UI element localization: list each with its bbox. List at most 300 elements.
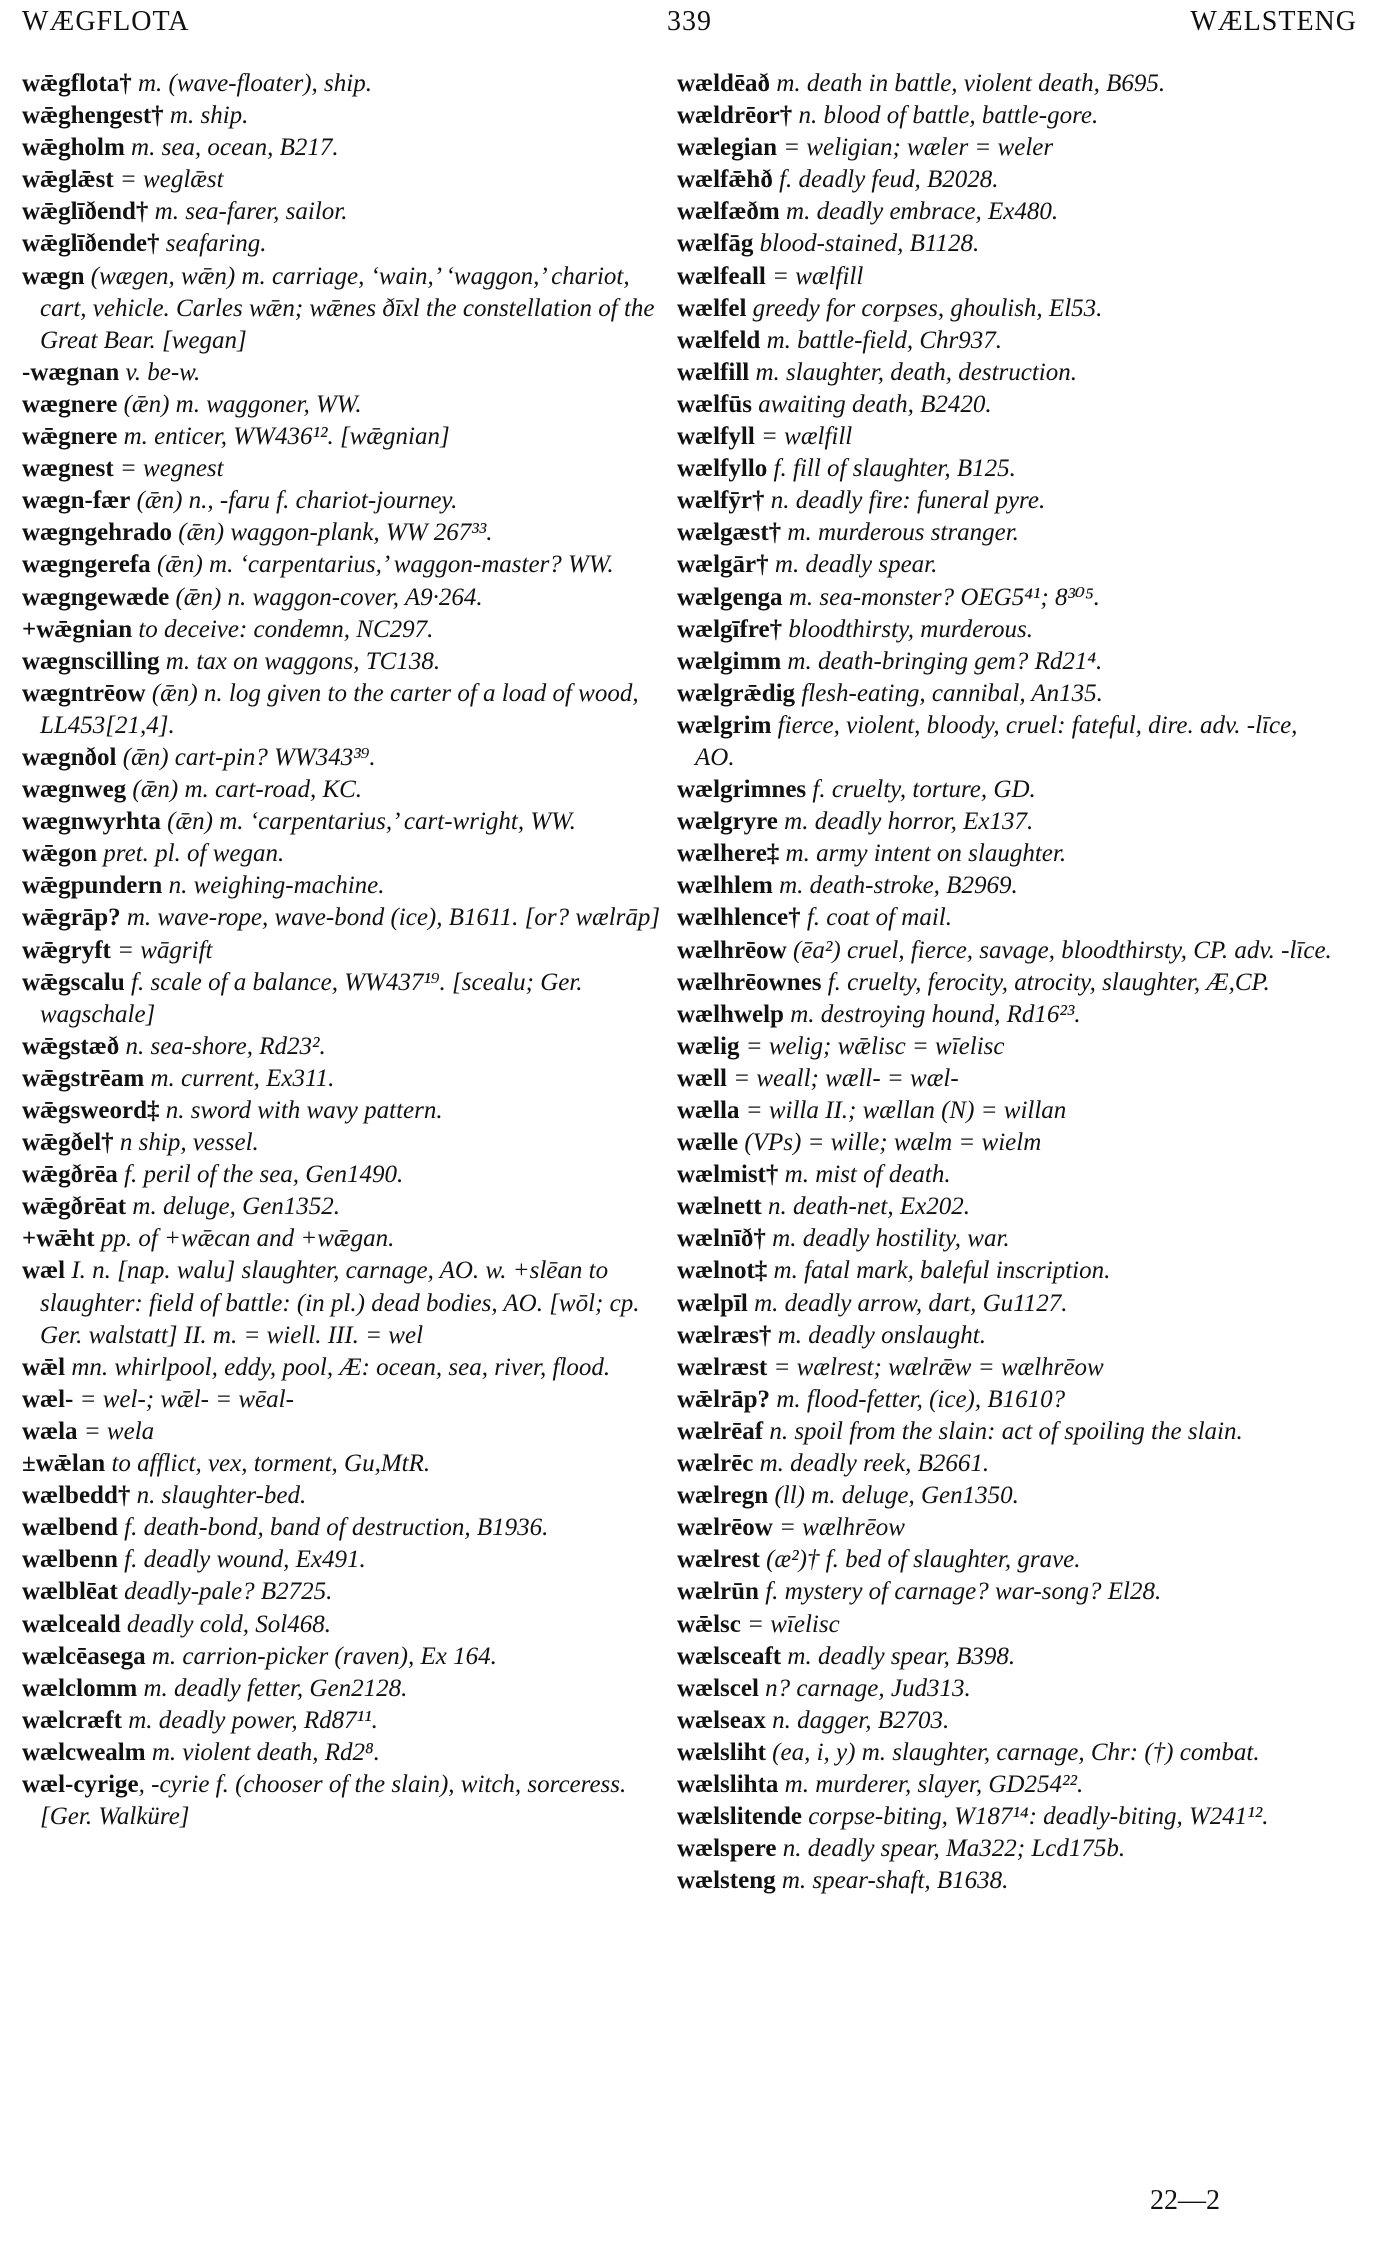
headword: wælhwelp	[677, 1000, 784, 1028]
dictionary-entry	[22, 1448, 667, 1480]
dictionary-entry	[677, 1801, 1332, 1833]
headword: wǣgðel†	[22, 1129, 114, 1157]
headword: wældrēor†	[677, 102, 793, 130]
dictionary-entry	[22, 1416, 667, 1448]
definition: = weall; wæll- = wæl-	[727, 1064, 959, 1092]
definition: m. deadly hostility, war.	[765, 1225, 1010, 1253]
definition: f. cruelty, ferocity, atrocity, slaughter, Æ,CP.	[821, 968, 1270, 996]
headword: wægnest	[22, 455, 114, 483]
definition: (VPs) = wille; wælm = wielm	[738, 1129, 1042, 1157]
headword: wælfeld	[677, 326, 761, 354]
headword: wǣgðrēa	[22, 1161, 118, 1189]
definition: n? carnage, Jud313.	[758, 1674, 971, 1702]
headword: wælgrimnes	[677, 776, 807, 804]
dictionary-entry	[677, 164, 1332, 196]
headword: wægngewæde	[22, 583, 170, 611]
headword: wǣglǣst	[22, 166, 114, 194]
right-column	[677, 68, 1332, 1897]
definition: m. fatal mark, baleful inscription.	[767, 1257, 1111, 1285]
dictionary-entry	[677, 1865, 1332, 1897]
headword: wælræs†	[677, 1321, 772, 1349]
definition: n. blood of battle, battle-gore.	[792, 102, 1099, 130]
headword: wægn	[22, 262, 85, 290]
headword: wælgimm	[677, 647, 782, 675]
definition: m. army intent on slaughter.	[779, 840, 1067, 868]
headword: wægnere	[22, 390, 118, 418]
left-column	[22, 68, 667, 1833]
dictionary-entry	[22, 357, 667, 389]
headword: wælgæst†	[677, 519, 782, 547]
headword: wæll	[677, 1064, 727, 1092]
dictionary-entry	[677, 806, 1332, 838]
headword: wælhrēow	[677, 936, 787, 964]
definition: mn. whirlpool, eddy, pool, Æ: ocean, sea, river, flood.	[65, 1353, 611, 1381]
definition: m. flood-fetter, (ice), B1610?	[770, 1385, 1066, 1413]
dictionary-entry	[677, 1063, 1332, 1095]
definition: n. sea-shore, Rd23².	[119, 1032, 326, 1060]
dictionary-entry	[22, 228, 667, 260]
definition: n. slaughter-bed.	[130, 1482, 307, 1510]
headword: wǣgon	[22, 840, 98, 868]
dictionary-entry	[677, 293, 1332, 325]
definition: n ship, vessel.	[113, 1129, 259, 1157]
headword: wælegian	[677, 134, 777, 162]
dictionary-entry	[22, 902, 667, 934]
definition: f. mystery of carnage? war-song? El28.	[758, 1578, 1162, 1606]
dictionary-entry	[22, 1159, 667, 1191]
running-head-right: WÆLSTENG	[1190, 6, 1357, 37]
dictionary-entry	[22, 1031, 667, 1063]
definition: = wælhrēow	[772, 1514, 905, 1542]
definition: f. deadly feud, B2028.	[772, 166, 999, 194]
definition: f. peril of the sea, Gen1490.	[117, 1161, 404, 1189]
definition: (ea, i, y) m. slaughter, carnage, Chr: (†) combat.	[765, 1738, 1260, 1766]
headword: wælnot‡	[677, 1257, 768, 1285]
headword: wælle	[677, 1129, 739, 1157]
headword: wǣglīðend†	[22, 198, 149, 226]
dictionary-entry	[22, 742, 667, 774]
headword: wælrēc	[677, 1450, 754, 1478]
definition: m. destroying hound, Rd16²³.	[783, 1000, 1081, 1028]
definition: blood-stained, B1128.	[753, 230, 980, 258]
dictionary-entry	[22, 1512, 667, 1544]
definition: m. wave-rope, wave-bond (ice), B1611. [or? wælrāp]	[120, 904, 661, 932]
headword: wælspere	[677, 1835, 777, 1863]
dictionary-entry	[677, 421, 1332, 453]
dictionary-entry	[677, 1191, 1332, 1223]
headword: wælcēasega	[22, 1642, 146, 1670]
definition: = weglǣst	[113, 166, 224, 194]
dictionary-entry	[22, 806, 667, 838]
headword: wægngerefa	[22, 551, 151, 579]
dictionary-entry	[677, 1673, 1332, 1705]
dictionary-entry	[677, 838, 1332, 870]
definition: m. enticer, WW436¹². [wǣgnian]	[117, 423, 450, 451]
headword: wælfāg	[677, 230, 754, 258]
headword: wælla	[677, 1097, 740, 1124]
definition: = welig; wǣlisc = wīelisc	[739, 1032, 1005, 1060]
dictionary-entry	[22, 389, 667, 421]
headword: wægnðol	[22, 743, 117, 771]
dictionary-entry	[677, 1576, 1332, 1608]
headword: wælfȳr†	[677, 487, 765, 515]
definition: = wel-; wǣl- = wēal-	[73, 1385, 294, 1413]
dictionary-entry	[677, 870, 1332, 902]
headword: wælhlence†	[677, 904, 801, 932]
headword: wælrest	[677, 1546, 760, 1574]
headword: wælcwealm	[22, 1738, 146, 1766]
definition: m. deadly horror, Ex137.	[777, 808, 1034, 836]
headword: wælmist†	[677, 1161, 779, 1189]
headword: wælnīð†	[677, 1225, 766, 1253]
headword: wælfæðm	[677, 198, 780, 226]
dictionary-entry	[677, 710, 1332, 774]
definition: (æ²)† f. bed of slaughter, grave.	[759, 1546, 1081, 1574]
signature-mark: 22—2	[1150, 2185, 1220, 2216]
definition: = wegnest	[113, 455, 224, 483]
dictionary-entry	[677, 100, 1332, 132]
dictionary-entry	[22, 1544, 667, 1576]
headword: wægntrēow	[22, 679, 146, 707]
definition: n. death-net, Ex202.	[761, 1193, 970, 1221]
dictionary-entry	[677, 485, 1332, 517]
dictionary-entry	[677, 582, 1332, 614]
dictionary-entry	[22, 582, 667, 614]
headword: wæl	[22, 1257, 66, 1285]
dictionary-entry	[22, 1705, 667, 1737]
dictionary-entry	[22, 1384, 667, 1416]
headword: wægnweg	[22, 776, 127, 804]
dictionary-entry	[22, 1641, 667, 1673]
headword: wælgrim	[677, 711, 772, 739]
headword: wæl-cyrige	[22, 1770, 139, 1798]
headword: wǣglīðende†	[22, 230, 160, 258]
dictionary-entry	[677, 1288, 1332, 1320]
dictionary-entry	[22, 164, 667, 196]
headword: wǣgholm	[22, 134, 125, 162]
definition: m. slaughter, death, destruction.	[749, 358, 1077, 386]
definition: (wægen, wǣn) m. carriage, ‘wain,’ ‘waggon,’ chariot, cart, vehicle. Carles wǣn; wǣnes ðīxl the constellation of the Great Bear. [wegan]	[40, 262, 655, 354]
definition: = wāgrift	[110, 936, 213, 964]
definition: to afflict, vex, torment, Gu,MtR.	[105, 1450, 431, 1478]
headword: ±wǣlan	[22, 1450, 106, 1478]
headword: wælnett	[677, 1193, 762, 1221]
headword: wǣgstrēam	[22, 1064, 145, 1092]
dictionary-entry	[22, 517, 667, 549]
definition: m. deluge, Gen1352.	[126, 1193, 340, 1221]
dictionary-entry	[22, 1191, 667, 1223]
dictionary-entry	[677, 1352, 1332, 1384]
dictionary-entry	[677, 325, 1332, 357]
headword: -wægnan	[22, 358, 120, 386]
definition: m. death-bringing gem? Rd21⁴.	[781, 647, 1103, 675]
dictionary-entry	[22, 1737, 667, 1769]
headword: wǣgnere	[22, 423, 118, 451]
headword: wǣgpundern	[22, 872, 163, 900]
dictionary-entry	[677, 935, 1332, 967]
dictionary-entry	[677, 453, 1332, 485]
dictionary-entry	[22, 1673, 667, 1705]
definition: = wælfill	[765, 262, 864, 290]
definition: m. death-stroke, B2969.	[772, 872, 1018, 900]
dictionary-entry	[22, 935, 667, 967]
dictionary-entry	[22, 774, 667, 806]
definition: m. deadly fetter, Gen2128.	[137, 1674, 408, 1702]
definition: pp. of +wǣcan and +wǣgan.	[94, 1225, 395, 1253]
dictionary-entry	[677, 228, 1332, 260]
headword: wælrūn	[677, 1578, 759, 1606]
dictionary-entry	[22, 100, 667, 132]
definition: seafaring.	[159, 230, 267, 258]
dictionary-entry	[677, 68, 1332, 100]
dictionary-entry	[22, 838, 667, 870]
definition: m. (wave-floater), ship.	[131, 70, 372, 97]
dictionary-entry	[677, 517, 1332, 549]
dictionary-entry	[22, 1255, 667, 1351]
dictionary-entry	[22, 421, 667, 453]
dictionary-entry	[677, 1320, 1332, 1352]
headword: wælrēaf	[677, 1417, 764, 1445]
headword: wǣgscalu	[22, 968, 125, 996]
dictionary-entry	[677, 1448, 1332, 1480]
headword: wælhlem	[677, 872, 773, 900]
headword: wælrēow	[677, 1514, 773, 1542]
dictionary-entry	[677, 1480, 1332, 1512]
headword: wælscel	[677, 1674, 759, 1702]
definition: = wælfill	[754, 423, 853, 451]
dictionary-entry	[677, 1737, 1332, 1769]
definition: (ǣn) m. ‘carpentarius,’ waggon-master? WW.	[150, 551, 614, 579]
dictionary-entry	[677, 357, 1332, 389]
definition: m. violent death, Rd2⁸.	[145, 1738, 380, 1766]
headword: wælblēat	[22, 1578, 118, 1606]
dictionary-entry	[22, 485, 667, 517]
definition: m. sea-monster? OEG5⁴¹; 8³⁰⁵.	[782, 583, 1100, 611]
headword: +wǣgnian	[22, 615, 133, 643]
definition: pret. pl. of wegan.	[97, 840, 285, 868]
dictionary-entry	[677, 1544, 1332, 1576]
definition: m. murderer, slayer, GD254²².	[778, 1770, 1084, 1798]
headword: wælsceaft	[677, 1642, 782, 1670]
definition: m. tax on waggons, TC138.	[159, 647, 441, 675]
dictionary-entry	[677, 261, 1332, 293]
dictionary-entry	[22, 678, 667, 742]
dictionary-entry	[22, 1576, 667, 1608]
definition: f. death-bond, band of destruction, B1936.	[117, 1514, 549, 1542]
headword: wæla	[22, 1417, 78, 1445]
headword: wælfūs	[677, 390, 753, 418]
headword: wǣgsweord‡	[22, 1097, 160, 1124]
headword: wǣlrāp?	[677, 1385, 771, 1413]
headword: wǣl	[22, 1353, 66, 1381]
definition: (ǣn) n. waggon-cover, A9·264.	[169, 583, 483, 611]
definition: m. spear-shaft, B1638.	[775, 1867, 1009, 1895]
dictionary-entry	[677, 1031, 1332, 1063]
headword: wælhrēownes	[677, 968, 822, 996]
headword: wælseax	[677, 1706, 766, 1734]
dictionary-entry	[677, 132, 1332, 164]
definition: deadly cold, Sol468.	[120, 1610, 331, 1638]
headword: wælbend	[22, 1514, 118, 1542]
headword: wælslihta	[677, 1770, 779, 1798]
dictionary-entry	[677, 1095, 1332, 1127]
headword: wælslitende	[677, 1803, 802, 1831]
definition: f. coat of mail.	[800, 904, 952, 932]
definition: bloodthirsty, murderous.	[782, 615, 1034, 643]
definition: m. deadly spear, B398.	[781, 1642, 1016, 1670]
headword: wǣgstæð	[22, 1032, 120, 1060]
headword: wælig	[677, 1032, 740, 1060]
definition: n. dagger, B2703.	[765, 1706, 950, 1734]
definition: , -cyrie f. (chooser of the slain), witch, sorceress. [Ger. Walküre]	[40, 1770, 627, 1831]
dictionary-entry	[22, 261, 667, 357]
headword: wælgryre	[677, 808, 778, 836]
definition: n. spoil from the slain: act of spoiling the slain.	[763, 1417, 1243, 1445]
definition: n. sword with wavy pattern.	[159, 1097, 443, 1124]
definition: m. deadly embrace, Ex480.	[779, 198, 1059, 226]
definition: fierce, violent, bloody, cruel: fateful, dire. adv. -līce, AO.	[695, 711, 1298, 771]
dictionary-entry	[677, 1609, 1332, 1641]
definition: m. carrion-picker (raven), Ex 164.	[145, 1642, 497, 1670]
definition: n. deadly spear, Ma322; Lcd175b.	[776, 1835, 1126, 1863]
headword: wægnwyrhta	[22, 808, 161, 836]
headword: wælceald	[22, 1610, 121, 1638]
dictionary-entry	[677, 1769, 1332, 1801]
definition: m. murderous stranger.	[781, 519, 1019, 547]
dictionary-entry	[22, 1480, 667, 1512]
headword: wælfel	[677, 294, 747, 322]
definition: (ǣn) m. cart-road, KC.	[126, 776, 363, 804]
dictionary-entry	[677, 1127, 1332, 1159]
headword: wægn-fær	[22, 487, 131, 515]
definition: f. deadly wound, Ex491.	[117, 1546, 366, 1574]
dictionary-entry	[22, 870, 667, 902]
headword: wǣgryft	[22, 936, 111, 964]
dictionary-entry	[677, 1833, 1332, 1865]
dictionary-entry	[22, 646, 667, 678]
dictionary-entry	[677, 1223, 1332, 1255]
dictionary-entry	[677, 1705, 1332, 1737]
dictionary-entry	[22, 1127, 667, 1159]
headword: wælbedd†	[22, 1482, 131, 1510]
dictionary-entry	[677, 1159, 1332, 1191]
definition: m. current, Ex311.	[144, 1064, 335, 1092]
dictionary-entry	[22, 132, 667, 164]
definition: corpse-biting, W187¹⁴: deadly-biting, W241¹².	[802, 1803, 1269, 1831]
definition: m. deadly spear.	[768, 551, 938, 579]
dictionary-entry	[677, 1416, 1332, 1448]
dictionary-entry	[22, 1223, 667, 1255]
definition: (ǣn) waggon-plank, WW 267³³.	[172, 519, 493, 547]
headword: wǣghengest†	[22, 102, 164, 130]
headword: wǣlsc	[677, 1610, 741, 1638]
dictionary-entry	[677, 902, 1332, 934]
headword: wælfill	[677, 358, 750, 386]
dictionary-entry	[22, 1609, 667, 1641]
dictionary-entry	[22, 1095, 667, 1127]
headword: wælcræft	[22, 1706, 122, 1734]
definition: n. deadly fire: funeral pyre.	[764, 487, 1046, 515]
dictionary-entry	[677, 1255, 1332, 1287]
page-number: 339	[667, 6, 712, 37]
dictionary-entry	[677, 774, 1332, 806]
dictionary-entry	[677, 389, 1332, 421]
definition: m. mist of death.	[778, 1161, 951, 1189]
headword: wælgīfre†	[677, 615, 783, 643]
definition: m. deadly arrow, dart, Gu1127.	[747, 1289, 1068, 1317]
definition: = wīelisc	[740, 1610, 840, 1638]
headword: wælregn	[677, 1482, 769, 1510]
definition: (ǣn) n. log given to the carter of a load of wood, LL453[21,4].	[40, 679, 639, 739]
headword: wælsliht	[677, 1738, 766, 1766]
headword: wælsteng	[677, 1867, 776, 1895]
definition: m. deadly onslaught.	[771, 1321, 987, 1349]
definition: m. ship.	[163, 102, 249, 130]
headword: +wǣht	[22, 1225, 95, 1253]
definition: f. fill of slaughter, B125.	[767, 455, 1016, 483]
definition: (ǣn) m. ‘carpentarius,’ cart-wright, WW.	[160, 808, 576, 836]
headword: wælgenga	[677, 583, 783, 611]
definition: (ǣn) cart-pin? WW343³⁹.	[116, 743, 376, 771]
dictionary-entry	[22, 614, 667, 646]
definition: = wela	[77, 1417, 155, 1445]
dictionary-entry	[677, 646, 1332, 678]
definition: m. deadly reek, B2661.	[753, 1450, 990, 1478]
headword: wælgār†	[677, 551, 769, 579]
definition: m. deadly power, Rd87¹¹.	[121, 1706, 378, 1734]
dictionary-entry	[22, 1063, 667, 1095]
dictionary-entry	[677, 1512, 1332, 1544]
dictionary-entry	[677, 1641, 1332, 1673]
headword: wælgrǣdig	[677, 679, 796, 707]
definition: m. death in battle, violent death, B695.	[770, 70, 1166, 97]
definition: v. be-w.	[119, 358, 201, 386]
dictionary-entry	[22, 1769, 667, 1833]
headword: wælhere‡	[677, 840, 780, 868]
definition: = willa II.; wællan (N) = willan	[739, 1097, 1067, 1124]
dictionary-entry	[677, 614, 1332, 646]
headword: wǣgrāp?	[22, 904, 121, 932]
headword: wælfǣhð	[677, 166, 773, 194]
headword: wælfyll	[677, 423, 755, 451]
definition: I. n. [nap. walu] slaughter, carnage, AO. w. +slēan to slaughter: field of battle: (in pl.) dead bodies, AO. [wōl; cp. Ger. walstatt] II. m. = wiell. III. = wel	[40, 1257, 640, 1349]
definition: f. scale of a balance, WW437¹⁹. [scealu; Ger. wagschale]	[40, 968, 583, 1028]
definition: f. cruelty, torture, GD.	[806, 776, 1036, 804]
headword: wægnscilling	[22, 647, 160, 675]
definition: (ēa²) cruel, fierce, savage, bloodthirsty, CP. adv. -līce.	[786, 936, 1332, 964]
dictionary-entry	[677, 1384, 1332, 1416]
headword: wǣgðrēat	[22, 1193, 127, 1221]
dictionary-entry	[677, 678, 1332, 710]
headword: wælfyllo	[677, 455, 768, 483]
headword: wældēað	[677, 70, 771, 97]
definition: = wælrest; wælrǣw = wælhrēow	[767, 1353, 1104, 1381]
definition: (ǣn) m. waggoner, WW.	[117, 390, 362, 418]
headword: wægngehrado	[22, 519, 173, 547]
dictionary-entry	[22, 68, 667, 100]
headword: wæl-	[22, 1385, 74, 1413]
definition: n. weighing-machine.	[162, 872, 385, 900]
definition: m. sea-farer, sailor.	[148, 198, 348, 226]
dictionary-entry	[22, 196, 667, 228]
dictionary-entry	[22, 453, 667, 485]
definition: m. battle-field, Chr937.	[760, 326, 1002, 354]
headword: wælfeall	[677, 262, 766, 290]
dictionary-entry	[677, 549, 1332, 581]
headword: wælpīl	[677, 1289, 748, 1317]
dictionary-entry	[22, 549, 667, 581]
definition: greedy for corpses, ghoulish, El53.	[746, 294, 1103, 322]
